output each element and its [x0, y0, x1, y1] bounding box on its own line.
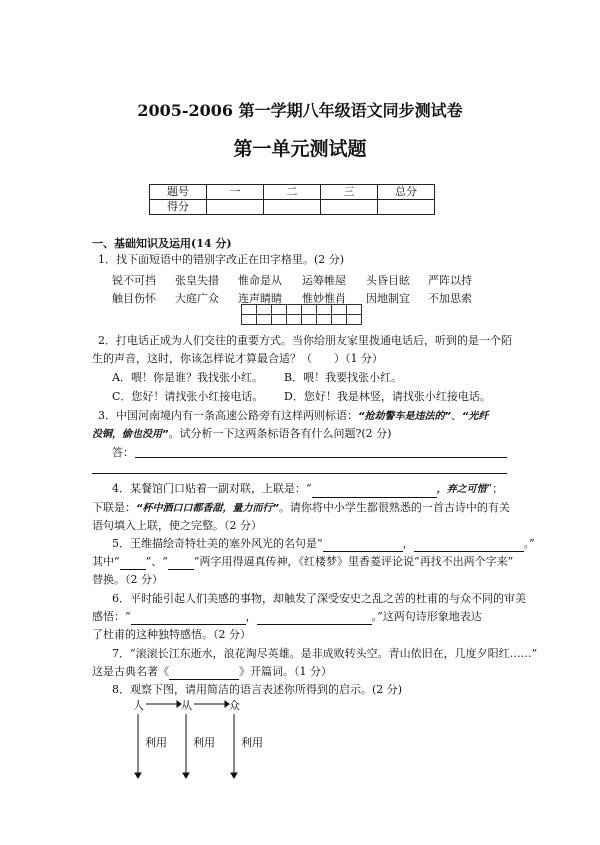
word-item: 严阵以持: [428, 274, 472, 287]
arrow-head-icon: [183, 773, 189, 778]
word-item: 因地制宜: [366, 292, 410, 305]
q5-sep: ，: [402, 537, 414, 550]
score-header-cell: 二: [264, 185, 321, 200]
diagram-char-ren: 人: [133, 699, 144, 712]
question-1: 1．找下面短语中的错别字改正在田字格里。(2 分): [98, 253, 345, 266]
question-2-line2: 生的声音，这时，你该怎样说才算最合适？（ ）（1 分）: [92, 352, 383, 365]
q3-slogan-2: “光纤: [461, 411, 489, 422]
score-row-label: 得分: [150, 200, 207, 215]
arrow-head-icon: [135, 773, 141, 778]
q7-text-2: 》开篇词。（1 分）: [239, 665, 332, 678]
q4-couplet-2: “杯中酒口口都香甜，量力而行”: [136, 503, 279, 514]
q7-text: 这是古典名著《: [92, 665, 169, 678]
q5-text: 5．王维描绘奇特壮美的塞外风光的名句是“: [112, 537, 323, 550]
option-d: D．您好！我是林竖，请找张小红接电话。: [284, 390, 491, 403]
score-header-cell: 总分: [378, 185, 435, 200]
use-label-3: 利用: [241, 736, 263, 749]
q3-text: 3．中国河南境内有一条高速公路旁有这样两则标语：: [98, 409, 358, 422]
question-8: 8．观察下图，请用简洁的语言表述你所得到的启示。(2 分): [112, 683, 403, 696]
score-header-cell: 三: [321, 185, 378, 200]
answer-label: 答：: [112, 446, 134, 459]
q4-end: ”；: [486, 482, 504, 495]
q4-couplet-1: ，弃之可惜: [436, 484, 487, 495]
q5-text-2: 其中“: [92, 555, 120, 568]
question-4-line3: 语句填入上联，使之完整。（2 分）: [92, 519, 262, 532]
q5-sep-2: ”、“: [145, 555, 168, 568]
word-item: 锐不可挡: [112, 274, 156, 287]
q4-text: 4．某餐馆门口贴着一副对联，上联是：“: [112, 482, 312, 495]
use-label-2: 利用: [193, 736, 215, 749]
diagram-char-zhong: 众: [229, 699, 240, 712]
arrow-head-icon: [231, 773, 237, 778]
score-header-cell: 一: [207, 185, 264, 200]
arrow-head-icon: [177, 701, 181, 707]
q6-text: 感悟：“: [92, 610, 131, 623]
q3-sep: 、: [450, 409, 462, 422]
word-item: 不加思索: [428, 292, 472, 305]
question-7-line1: 7．“滚滚长江东逝水，浪花淘尽英雄。是非成败转头空。青山依旧在，几度夕阳红……”: [112, 647, 538, 660]
score-header-cell: 题号: [150, 185, 207, 200]
word-item: 大庭广众: [175, 292, 219, 305]
word-item: 连声睛睛: [238, 292, 282, 305]
word-item: 惟命是从: [238, 274, 282, 287]
q4-text-3: 。请你将中小学生都很熟悉的一首古诗中的有关: [278, 501, 510, 514]
q3-text-2: 。试分析一下这两条标语各有什么问题?(2 分): [168, 427, 392, 440]
use-label-1: 利用: [145, 736, 167, 749]
word-item: 触目伤怀: [112, 292, 156, 305]
question-6-line3: 了杜甫的这种独特感悟。（2 分）: [92, 628, 251, 641]
word-item: 张皇失措: [175, 274, 219, 287]
question-5-line3: 替换。（2 分）: [92, 573, 163, 586]
word-item: 运筹帷屋: [302, 274, 346, 287]
exam-title: 2005-2006 第一学期八年级语文同步测试卷: [137, 101, 463, 120]
word-item: 惟妙惟肖: [302, 292, 346, 305]
q3-slogan-2-cont: 没铜，偷也没用”: [92, 429, 169, 440]
option-a: A．喂！你是谁？我找张小红。: [112, 371, 263, 384]
q5-end: 。”: [523, 537, 535, 550]
diagram-char-cong: 从: [181, 699, 192, 712]
question-6-line1: 6．平时能引起人们美感的事物，却触发了深受安史之乱之苦的杜甫的与众不同的审美: [112, 592, 526, 605]
q5-text-3: ”两字用得逼真传神，《红楼梦》里香菱评论说“再找不出两个字来”: [193, 555, 514, 568]
section-title: 一、基础知识及运用(14 分): [92, 237, 232, 250]
q6-sep: ，: [245, 610, 257, 623]
arrow-head-icon: [225, 701, 229, 707]
q4-text-2: 下联是：: [92, 501, 136, 514]
q3-slogan-1: “抢劫警车是违法的”: [358, 411, 451, 422]
word-item: 头昏目眩: [366, 274, 410, 287]
unit-title: 第一单元测试题: [233, 138, 367, 160]
option-b: B．喂！我要找张小红。: [284, 371, 403, 384]
question-2-line1: 2．打电话正成为人们交往的重要方式。当你给朋友家里拨通电话后，听到的是一个陌: [98, 334, 512, 347]
option-c: C．您好！请找张小红接电话。: [112, 390, 264, 403]
q6-text-2: 。”这两句诗形象地表达: [371, 610, 482, 623]
